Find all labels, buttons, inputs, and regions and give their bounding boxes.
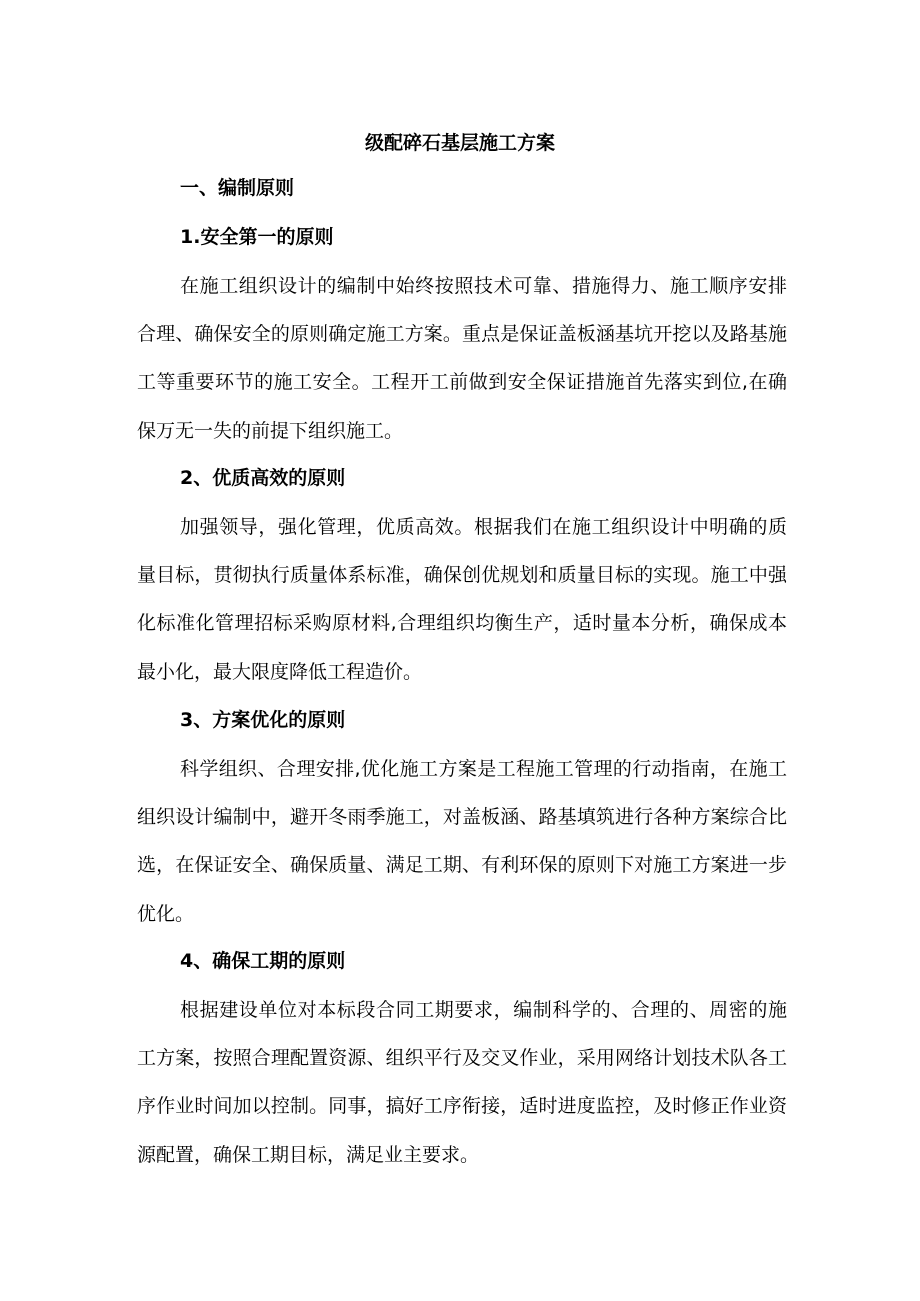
principle-text-optimization: 科学组织、合理安排,优化施工方案是工程施工管理的行动指南，在施工组织设计编制中，避开冬雨季施工，对盖板涵、路基填筑进行各种方案综合比选，在保证安全、确保质量、满足工期、有利环保的原则下对施工方案进一步优化。 [137, 758, 787, 925]
principle-heading-optimization: 3、方案优化的原则 [180, 709, 346, 731]
document-title: 级配碎石基层施工方案 [364, 132, 555, 154]
principle-text-schedule: 根据建设单位对本标段合同工期要求，编制科学的、合理的、周密的施工方案，按照合理配置资源、组织平行及交叉作业，采用网络计划技术队各工序作业时间加以控制。同事，搞好工序衔接，适时进度监控，及时修正作业资源配置，确保工期目标，满足业主要求。 [137, 999, 787, 1166]
section-heading-principles: 一、编制原则 [180, 177, 295, 199]
principle-heading-schedule: 4、确保工期的原则 [180, 950, 346, 972]
principle-text-safety: 在施工组织设计的编制中始终按照技术可靠、措施得力、施工顺序安排合理、确保安全的原则确定施工方案。重点是保证盖板涵基坑开挖以及路基施工等重要环节的施工安全。工程开工前做到安全保证措施首先落实到位,在确保万无一失的前提下组织施工。 [137, 275, 787, 442]
principle-heading-quality: 2、优质高效的原则 [180, 467, 346, 489]
principle-heading-safety: 1.安全第一的原则 [180, 226, 334, 248]
principle-text-quality: 加强领导，强化管理，优质高效。根据我们在施工组织设计中明确的质量目标，贯彻执行质量体系标准，确保创优规划和质量目标的实现。施工中强化标准化管理招标采购原材料,合理组织均衡生产，适时量本分析，确保成本最小化，最大限度降低工程造价。 [137, 516, 787, 683]
